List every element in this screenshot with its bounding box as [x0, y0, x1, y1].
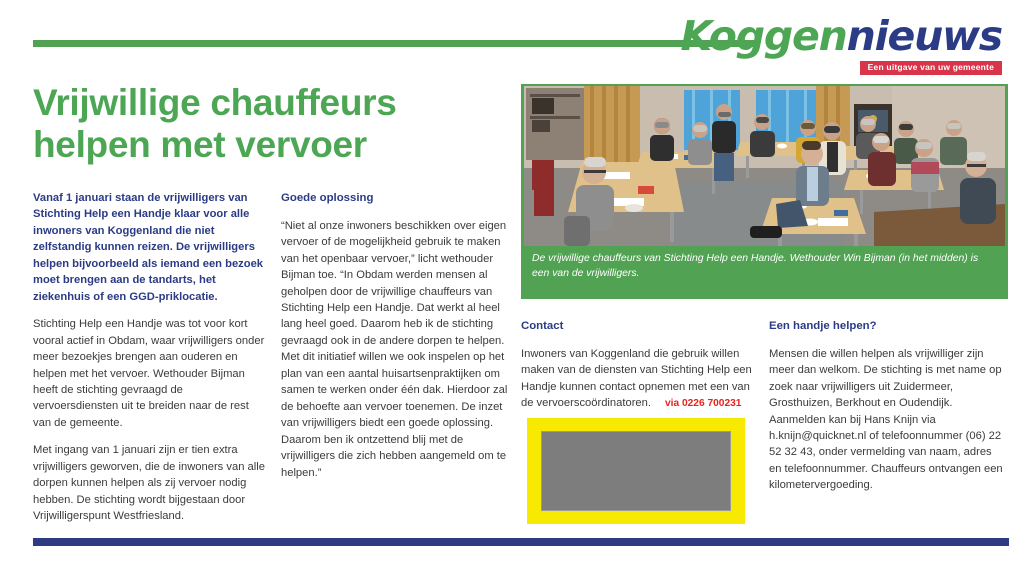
meeting-room-volunteers-photo [524, 86, 1005, 246]
publication-logo [680, 12, 1002, 75]
masthead [0, 0, 1024, 82]
article-body-paragraph-2: Met ingang van 1 januari zijn er tien extra vrijwilligers geworven, die de inwoners van alle dorpen kunnen helpen als zij vervoer nodig hebben. De stichting wordt bijgestaan door Vrijwilligerspunt Westfriesland. [33, 444, 265, 523]
redacted-content-block [541, 431, 731, 511]
section-body-goede-oplossing: “Niet al onze inwoners beschikken over eigen vervoer of de mogelijkheid gebruik te maken van het openbaar vervoer,” licht wethouder Bijman toe. “In Obdam werden mensen al geholpen door de vrijwillige chauffeurs van Stichting Help een Handje. Dat werkt al heel lang heel goed. Daarom heb ik de stichting gevraagd ook in de andere dorpen te helpen. Met dit initiatief willen we ook inspelen op het plan van een aantal huisartsenpraktijken om samen te werken onder één dak. Hierdoor zal de behoefte aan vervoer toenemen. De inzet van vrijwilligers biedt een goede oplossing. Daarom ben ik ontzettend blij met de vrijwilligers die zich hebben aangemeld om te helpen.” [281, 219, 508, 479]
contact-body-text: Inwoners van Koggenland die gebruik willen maken van de diensten van Stichting Help een Handje kunnen contact opnemen met een van de vervoerscoördinatoren. [521, 347, 752, 410]
article-column-4 [769, 318, 1006, 505]
photo-block [521, 84, 1008, 299]
article-body-paragraph-1: Stichting Help een Handje was tot voor kort vooral actief in Obdam, waar vrijwilligers onder meer bezoekjes brengen aan ouderen en helpen met het vervoer. Wethouder Bijman heeft de stichting gevraagd de vervoersdiensten uit te breiden naar de rest van de gemeente. [33, 318, 265, 429]
section-heading-contact: Contact [521, 320, 564, 332]
article-lead: Vanaf 1 januari staan de vrijwilligers van Stichting Help een Handje klaar voor alle inwoners van Koggenland die niet zelfstandig kunnen reizen. De vrijwilligers helpen bijvoorbeeld als iemand een bezoek moet brengen aan de tandarts, het ziekenhuis of een GGD-priklocatie. [33, 192, 264, 303]
article-column-2 [281, 190, 513, 492]
highlighted-redaction-box [527, 418, 745, 524]
contact-phone-annotation: via 0226 700231 [664, 398, 742, 410]
page-title: Vrijwillige chauffeurs helpen met vervoer [33, 82, 397, 166]
logo-tagline: Een uitgave van uw gemeente [860, 61, 1002, 75]
logo-word-koggen: Koggen [680, 12, 847, 60]
photo-caption: De vrijwillige chauffeurs van Stichting Help een Handje. Wethouder Win Bijman (in het midden) is een van de vrijwilligers. [532, 253, 979, 279]
bottom-navy-rule [33, 538, 1009, 546]
logo-word-nieuws: nieuws [846, 12, 1002, 60]
section-heading-een-handje-helpen: Een handje helpen? [769, 320, 877, 332]
section-heading-goede-oplossing: Goede oplossing [281, 192, 374, 204]
section-body-een-handje-helpen: Mensen die willen helpen als vrijwilliger zijn meer dan welkom. De stichting is met name op zoek naar vrijwilligers uit Zuidermeer, Grosthuizen, Berkhout en Oudendijk. Aanmelden kan bij Hans Knijn via h.knijn@quicknet.nl of telefoonnummer (06) 22 52 32 43, onder vermelding van naam, adres en telefoonnummer. Chauffeurs ontvangen een kilometervergoeding. [769, 347, 1003, 492]
section-body-contact [521, 346, 753, 412]
article-column-3 [521, 318, 753, 423]
article-column-1 [33, 190, 265, 536]
top-green-rule [33, 40, 757, 47]
